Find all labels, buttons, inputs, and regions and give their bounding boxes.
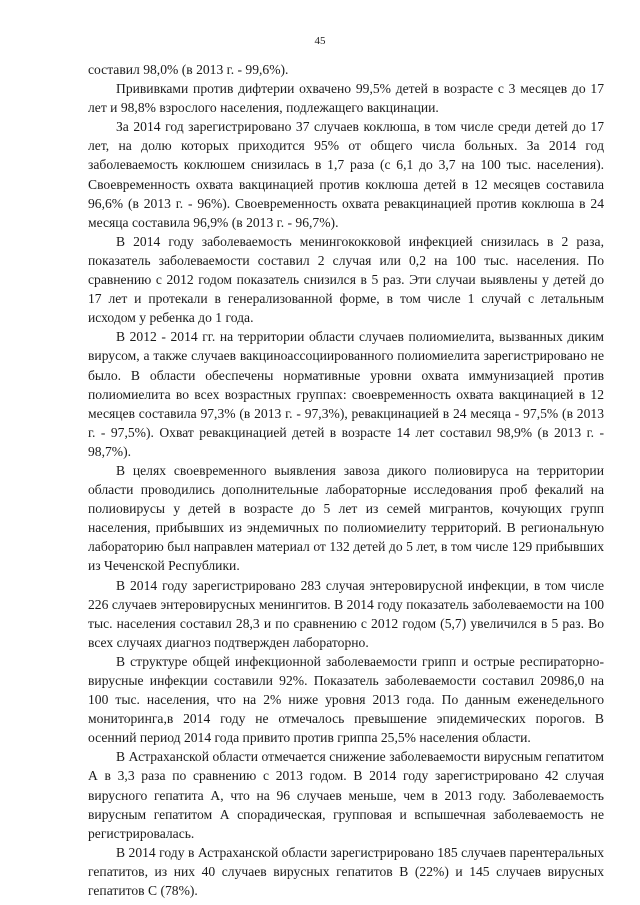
- paragraph-diphtheria: Прививками против дифтерии охвачено 99,5% детей в возрасте с 3 месяцев до 17 лет и 98,8% взрослого населения, подлежащего вакцинации.: [88, 81, 604, 116]
- paragraph-polio: В 2012 - 2014 гг. на территории области случаев полиомиелита, вызванных диким вирусом, а также случаев вакциноассоциированного полиомиелита зарегистрировано не было. В области обеспечены нормативные уровни охвата иммунизацией против полиомиелита во всех возрастных группах: своевременность охвата вакцинацией в 12 месяцев составила 97,3% (в 2013 г. - 97,3%), ревакцинацией в 24 месяца - 97,5% (в 2013 г. - 97,5%). Охват ревакцинацией детей в возрасте 14 лет составил 98,9% (в 2013 г. - 98,7%).: [88, 329, 604, 459]
- text-body: [88, 60, 604, 900]
- paragraph-meningococcal: В 2014 году заболеваемость менингококковой инфекцией снизилась в 2 раза, показатель заболеваемости составил 2 случая или 0,2 на 100 тыс. населения. По сравнению с 2012 годом показатель снизился в 5 раз. Эти случаи выявлены у детей до 17 лет и протекали в генерализованной форме, в том числе 1 случай с летальным исходом у ребенка до 1 года.: [88, 233, 604, 326]
- paragraph-influenza: В структуре общей инфекционной заболеваемости грипп и острые респираторно-вирусные инфекции составили 92%. Показатель заболеваемости составил 20986,0 на 100 тыс. населения, что на 2% ниже уровня 2013 года. По данным еженедельного мониторинга,в 2014 году не отмечалось превышение эпидемических порогов. В осенний период 2014 года привито против гриппа 25,5% населения области.: [88, 653, 604, 746]
- paragraph-pertussis: За 2014 год зарегистрировано 37 случаев коклюша, в том числе среди детей до 17 лет, на долю которых приходится 95% от общего числа больных. За 2014 год заболеваемость коклюшем снизилась в 1,7 раза (с 6,1 до 3,7 на 100 тыс. населения). Своевременность охвата вакцинацией против коклюша детей в 12 месяцев составила 96,6% (в 2013 г. - 96%). Своевременность охвата ревакцинацией против коклюша в 24 месяца составила 96,9% (в 2013 г. - 96,7%).: [88, 119, 604, 230]
- page-number: 45: [314, 35, 326, 47]
- paragraph-polio-surveillance: В целях своевременного выявления завоза дикого полиовируса на территории области проводились дополнительные лабораторные исследования проб фекалий на полиовирусы у детей в возрасте до 5 лет из семей мигрантов, кочующих групп населения, прибывших из эндемичных по полиомиелиту территорий. В региональную лабораторию был направлен материал от 132 детей до 5 лет, в том числе 129 прибывших из Чеченской Республики.: [88, 462, 604, 574]
- paragraph-enterovirus: В 2014 году зарегистрировано 283 случая энтеровирусной инфекции, в том числе 226 случаев энтеровирусных менингитов. В 2014 году показатель заболеваемости на 100 тыс. населения составил 28,3 и по сравнению с 2012 годом (5,7) увеличился в 5 раз. Во всех случаях диагноз подтвержден лабораторно.: [88, 577, 604, 650]
- paragraph-hepatitis-a: В Астраханской области отмечается снижение заболеваемости вирусным гепатитом А в 3,3 раза по сравнению с 2013 годом. В 2014 году зарегистрировано 42 случая вирусного гепатита А, что на 96 случаев меньше, чем в 2013 году. Заболеваемость вирусным гепатитом А спорадическая, групповая и вспышечная заболеваемость не регистрировалась.: [88, 749, 604, 841]
- paragraph-vaccination-coverage-end: составил 98,0% (в 2013 г. - 99,6%).: [88, 62, 289, 77]
- paragraph-parenteral-hepatitis: В 2014 году в Астраханской области зарегистрировано 185 случаев парентеральных гепатитов, из них 40 случаев вирусных гепатитов В (22%) и 145 случаев вирусных гепатитов С (78%).: [88, 844, 604, 899]
